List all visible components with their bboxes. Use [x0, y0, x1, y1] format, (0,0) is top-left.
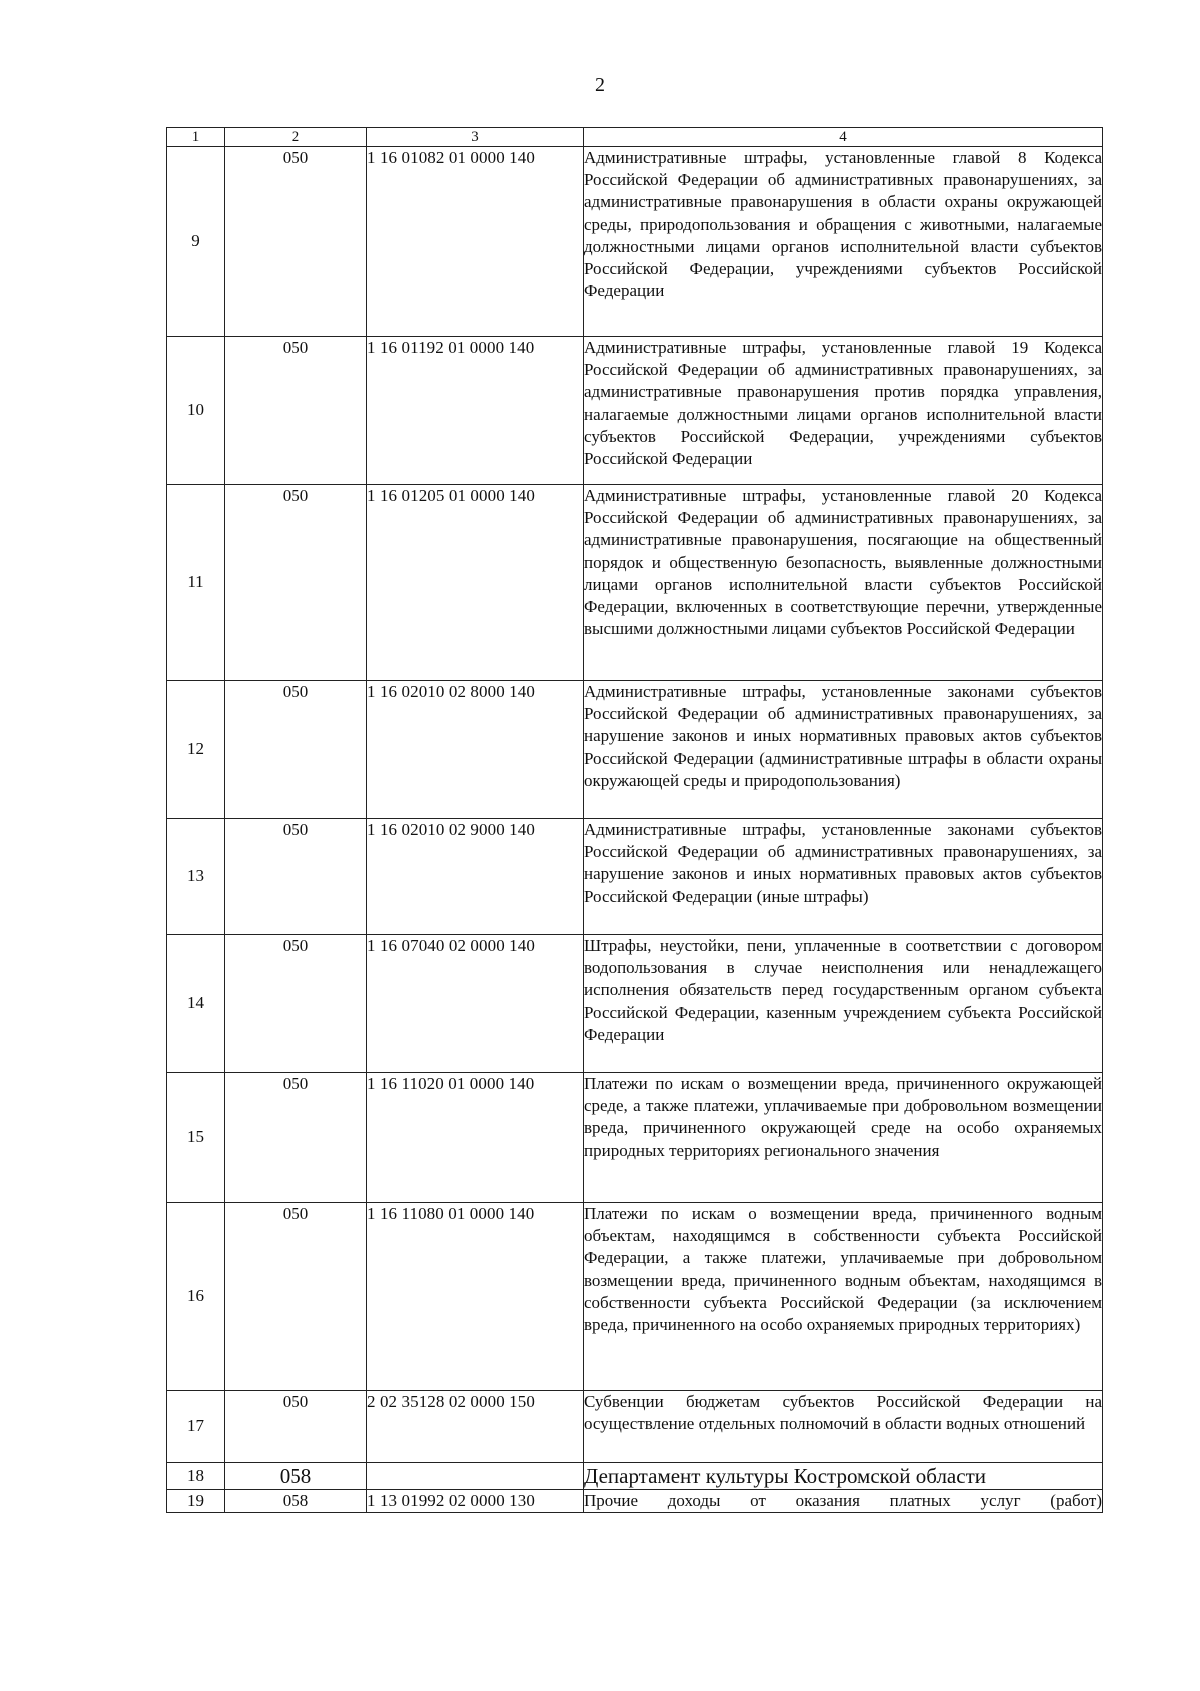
- administrator-code: 050: [225, 337, 367, 485]
- table-row: [167, 681, 1103, 819]
- column-header: 4: [584, 128, 1103, 147]
- budget-classification-code: 1 16 02010 02 8000 140: [367, 681, 584, 819]
- table-row: [167, 819, 1103, 935]
- row-number: 15: [167, 1073, 225, 1203]
- administrator-code: 050: [225, 935, 367, 1073]
- row-number: 9: [167, 147, 225, 337]
- table-row: [167, 485, 1103, 681]
- revenue-description: Административные штрафы, установленные главой 20 Кодекса Российской Федерации об административных правонарушениях, за административные правонарушения, посягающие на общественный порядок и общественную безопасность, выявленные должностными лицами органов исполнительной власти субъектов Российской Федерации, включенных в соответствующие перечни, утвержденные высшими должностными лицами субъектов Российской Федерации: [584, 485, 1103, 681]
- row-number: 14: [167, 935, 225, 1073]
- revenue-description: Административные штрафы, установленные законами субъектов Российской Федерации об административных правонарушениях, за нарушение законов и иных нормативных правовых актов субъектов Российской Федерации (иные штрафы): [584, 819, 1103, 935]
- revenue-description: Штрафы, неустойки, пени, уплаченные в соответствии с договором водопользования в случае неисполнения или ненадлежащего исполнения обязательств перед государственным органом субъекта Российской Федерации, казенным учреждением субъекта Российской Федерации: [584, 935, 1103, 1073]
- revenue-description: Прочие доходы от оказания платных услуг (работ): [584, 1490, 1103, 1513]
- row-number: 17: [167, 1391, 225, 1463]
- row-number: 19: [167, 1490, 225, 1513]
- table-row: [167, 935, 1103, 1073]
- revenue-description: Административные штрафы, установленные законами субъектов Российской Федерации об административных правонарушениях, за нарушение законов и иных нормативных правовых актов субъектов Российской Федерации (административные штрафы в области охраны окружающей среды и природопользования): [584, 681, 1103, 819]
- row-number: 18: [167, 1463, 225, 1490]
- table-row: [167, 147, 1103, 337]
- row-number: 10: [167, 337, 225, 485]
- revenue-codes-table: [166, 127, 1103, 1513]
- administrator-code: 050: [225, 1391, 367, 1463]
- department-name: Департамент культуры Костромской области: [584, 1463, 1103, 1490]
- row-number: 12: [167, 681, 225, 819]
- administrator-code: 050: [225, 1203, 367, 1391]
- budget-classification-code: 1 16 01192 01 0000 140: [367, 337, 584, 485]
- table-header-row: [167, 128, 1103, 147]
- budget-classification-code: 1 16 02010 02 9000 140: [367, 819, 584, 935]
- administrator-code: 050: [225, 147, 367, 337]
- revenue-description: Административные штрафы, установленные главой 19 Кодекса Российской Федерации об административных правонарушениях, за административные правонарушения против порядка управления, налагаемые должностными лицами органов исполнительной власти субъектов Российской Федерации, учреждениями субъектов Российской Федерации: [584, 337, 1103, 485]
- table-row: [167, 337, 1103, 485]
- row-number: 13: [167, 819, 225, 935]
- row-number: 16: [167, 1203, 225, 1391]
- budget-classification-code: 1 16 01082 01 0000 140: [367, 147, 584, 337]
- administrator-code: 050: [225, 485, 367, 681]
- administrator-code: 050: [225, 681, 367, 819]
- table-row: [167, 1391, 1103, 1463]
- budget-classification-code: 1 16 11020 01 0000 140: [367, 1073, 584, 1203]
- column-header: 2: [225, 128, 367, 147]
- administrator-code: 058: [225, 1463, 367, 1490]
- revenue-description: Административные штрафы, установленные главой 8 Кодекса Российской Федерации об административных правонарушениях, за административные правонарушения в области охраны окружающей среды, природопользования и обращения с животными, налагаемые должностными лицами органов исполнительной власти субъектов Российской Федерации, учреждениями субъектов Российской Федерации: [584, 147, 1103, 337]
- administrator-code: 050: [225, 1073, 367, 1203]
- administrator-code: 050: [225, 819, 367, 935]
- budget-classification-code: 1 16 07040 02 0000 140: [367, 935, 584, 1073]
- row-number: 11: [167, 485, 225, 681]
- revenue-description: Субвенции бюджетам субъектов Российской Федерации на осуществление отдельных полномочий в области водных отношений: [584, 1391, 1103, 1463]
- budget-classification-code: 1 16 01205 01 0000 140: [367, 485, 584, 681]
- administrator-code: 058: [225, 1490, 367, 1513]
- budget-classification-code: 1 16 11080 01 0000 140: [367, 1203, 584, 1391]
- column-header: 1: [167, 128, 225, 147]
- table-row: [167, 1490, 1103, 1513]
- budget-classification-code: 2 02 35128 02 0000 150: [367, 1391, 584, 1463]
- revenue-description: Платежи по искам о возмещении вреда, причиненного водным объектам, находящимся в собственности субъекта Российской Федерации, а также платежи, уплачиваемые при добровольном возмещении вреда, причиненного водным объектам, находящимся в собственности субъекта Российской Федерации (за исключением вреда, причиненного на особо охраняемых природных территориях): [584, 1203, 1103, 1391]
- table-row: [167, 1203, 1103, 1391]
- page-number: 2: [595, 74, 605, 96]
- column-header: 3: [367, 128, 584, 147]
- budget-classification-code: 1 13 01992 02 0000 130: [367, 1490, 584, 1513]
- table-row: [167, 1073, 1103, 1203]
- budget-classification-code: [367, 1463, 584, 1490]
- table-row-department: [167, 1463, 1103, 1490]
- revenue-description: Платежи по искам о возмещении вреда, причиненного окружающей среде, а также платежи, уплачиваемые при добровольном возмещении вреда, причиненного окружающей среде на особо охраняемых природных территориях регионального значения: [584, 1073, 1103, 1203]
